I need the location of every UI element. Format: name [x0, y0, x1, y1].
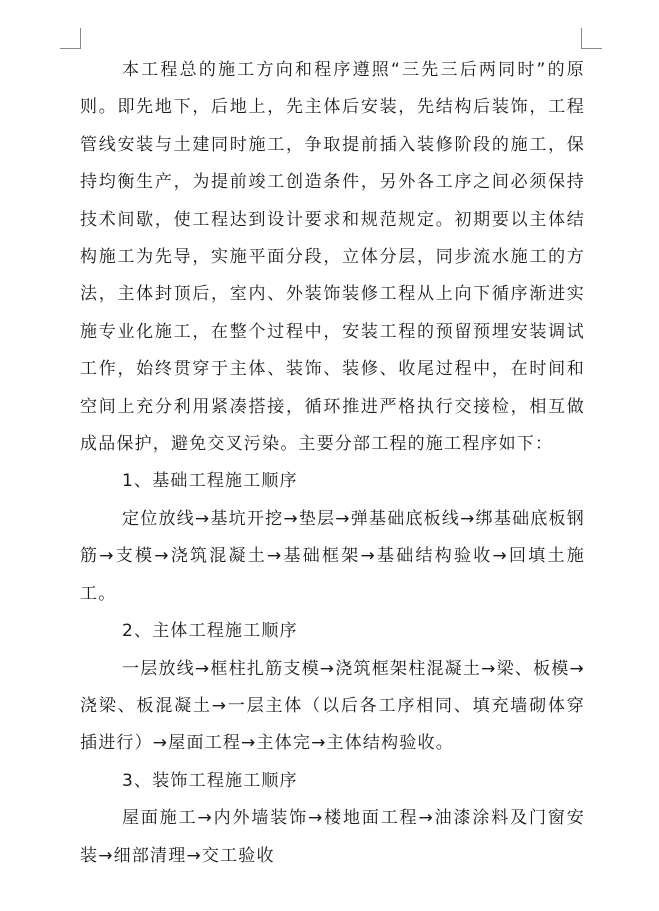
section-body-foundation: 定位放线→基坑开挖→垫层→弹基础底板线→绑基础底板钢筋→支模→浇筑混凝土→基础框架→基础结构验收→回填土施工。 [80, 508, 585, 604]
section-heading-main-structure: 2、主体工程施工顺序 [122, 621, 298, 642]
crop-mark-top-right [581, 28, 602, 49]
section-body-decoration: 屋面施工→内外墙装饰→楼地面工程→油漆涂料及门窗安装→细部清理→交工验收 [80, 808, 585, 866]
crop-mark-top-left [60, 28, 81, 49]
section-heading-foundation: 1、基础工程施工顺序 [122, 471, 298, 492]
section-body-main-structure: 一层放线→框柱扎筋支模→浇筑框架柱混凝土→梁、板模→浇梁、板混凝土→一层主体（以后各工序相同、填充墙砌体穿插进行）→屋面工程→主体完→主体结构验收。 [80, 658, 585, 754]
section-heading-decoration: 3、装饰工程施工顺序 [122, 770, 298, 791]
intro-paragraph: 本工程总的施工方向和程序遵照“三先三后两同时”的原则。即先地下，后地上，先主体后安装，先结构后装饰，工程管线安装与土建同时施工，争取提前插入装修阶段的施工，保持均衡生产，为提前竣工创造条件，另外各工序之间必须保持技术间歇，使工程达到设计要求和规范规定。初期要以主体结构施工为先导，实施平面分段，立体分层，同步流水施工的方法，主体封顶后，室内、外装饰装修工程从上向下循序渐进实施专业化施工，在整个过程中，安装工程的预留预埋安装调试工作，始终贯穿于主体、装饰、装修、收尾过程中，在时间和空间上充分利用紧凑搭接，循环推进严格执行交接检，相互做成品保护，避免交叉污染。主要分部工程的施工程序如下： [80, 60, 585, 455]
document-body [80, 52, 585, 875]
